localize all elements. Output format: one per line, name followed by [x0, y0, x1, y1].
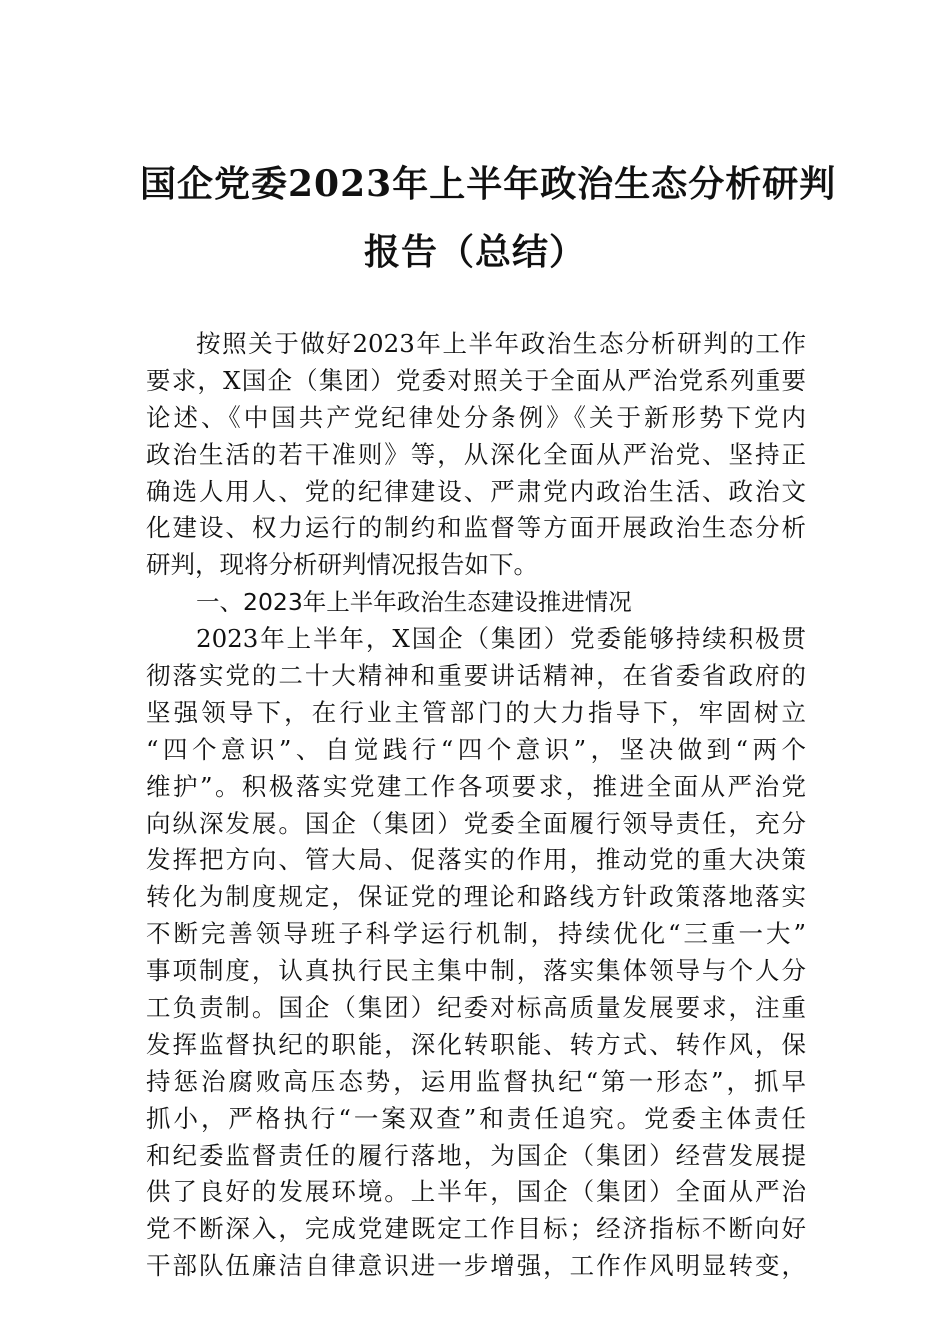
text-line: 抓小，严格执行“一案双查”和责任追究。党委主体责任 [146, 1103, 806, 1133]
text-line: 坚强领导下，在行业主管部门的大力指导下，牢固树立 [146, 697, 806, 727]
text-line: 党不断深入，完成党建既定工作目标；经济指标不断向好 [146, 1214, 806, 1244]
text-line: 发挥把方向、管大局、促落实的作用，推动党的重大决策 [146, 845, 806, 875]
text-line: 彻落实党的二十大精神和重要讲话精神，在省委省政府的 [146, 661, 806, 691]
text-line: 要求，X国企（集团）党委对照关于全面从严治党系列重要 [146, 365, 806, 395]
text-line: 化建设、权力运行的制约和监督等方面开展政治生态分析 [146, 513, 806, 543]
text-line: 供了良好的发展环境。上半年，国企（集团）全面从严治 [146, 1177, 806, 1207]
text-line: 政治生活的若干准则》等，从深化全面从严治党、坚持正 [146, 439, 806, 469]
paragraph-progress [146, 621, 806, 1285]
text-line: 事项制度，认真执行民主集中制，落实集体领导与个人分 [146, 956, 806, 986]
text-line: 2023年上半年，X国企（集团）党委能够持续积极贯 [196, 624, 806, 654]
text-line: 持惩治腐败高压态势，运用监督执纪“第一形态”，抓早 [146, 1066, 806, 1096]
document-body [146, 326, 806, 1285]
text-line: 维护”。积极落实党建工作各项要求，推进全面从严治党 [146, 771, 806, 801]
text-line: 工负责制。国企（集团）纪委对标高质量发展要求，注重 [146, 993, 806, 1023]
text-line: 论述、《中国共产党纪律处分条例》《关于新形势下党内 [146, 402, 806, 432]
text-line: 和纪委监督责任的履行落地，为国企（集团）经营发展提 [146, 1140, 806, 1170]
text-line: 按照关于做好2023年上半年政治生态分析研判的工作 [196, 329, 806, 358]
document-title-line-2: 报告（总结） [363, 231, 586, 273]
text-line: 研判，现将分析研判情况报告如下。 [146, 550, 538, 580]
text-line: 发挥监督执纪的职能，深化转职能、转方式、转作风，保 [146, 1029, 806, 1059]
text-line: “四个意识”、自觉践行“四个意识”，坚决做到“两个 [146, 734, 806, 764]
text-line: 转化为制度规定，保证党的理论和路线方针政策落地落实 [146, 882, 806, 912]
section-heading: 一、2023年上半年政治生态建设推进情况 [196, 588, 632, 617]
text-line: 确选人用人、党的纪律建设、严肃党内政治生活、政治文 [146, 476, 806, 506]
document-title-line-1: 国企党委2023年上半年政治生态分析研判 [140, 163, 837, 205]
text-line: 向纵深发展。国企（集团）党委全面履行领导责任，充分 [146, 808, 806, 838]
text-line: 不断完善领导班子科学运行机制，持续优化“三重一大” [146, 919, 806, 949]
text-line: 干部队伍廉洁自律意识进一步增强，工作作风明显转变， [146, 1251, 806, 1281]
paragraph-intro [146, 326, 806, 584]
